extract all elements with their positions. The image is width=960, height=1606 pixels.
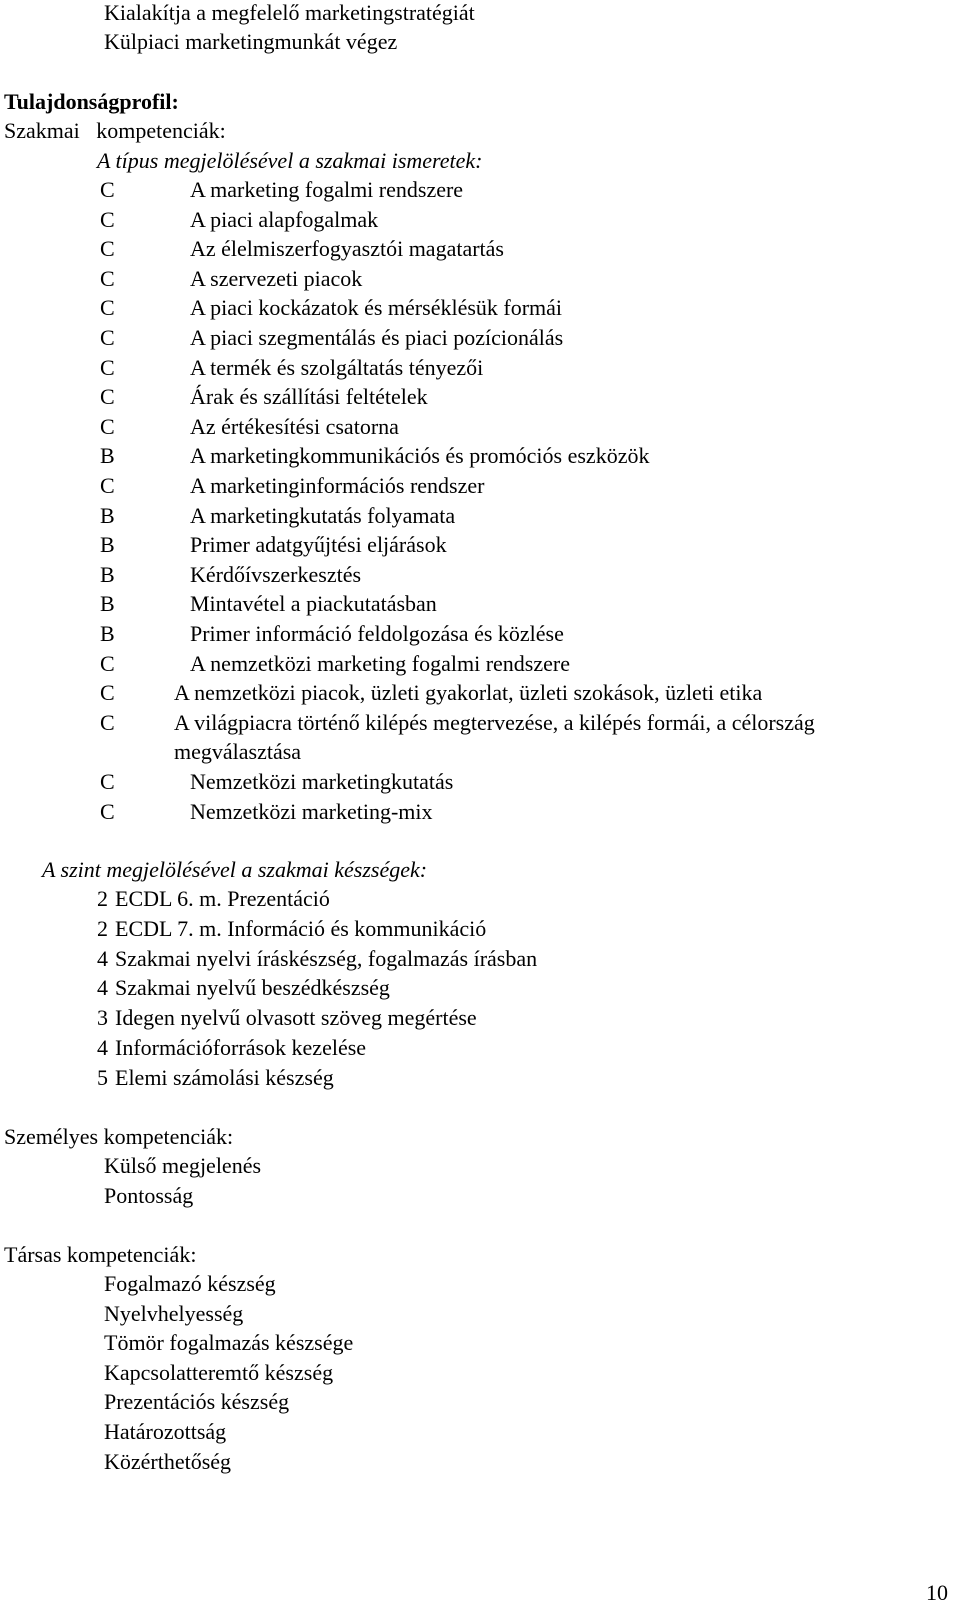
knowledge-item-text: Kérdőívszerkesztés: [190, 561, 362, 587]
knowledge-item-text: A marketinginformációs rendszer: [190, 473, 485, 498]
knowledge-item-text: Az értékesítési csatorna: [190, 413, 399, 439]
intro-task: Külpiaci marketingmunkát végez: [104, 29, 398, 54]
knowledge-item-text: Nemzetközi marketing-mix: [190, 798, 433, 824]
skill-item-text: ECDL 7. m. Információ és kommunikáció: [115, 915, 487, 941]
knowledge-item-text-continuation: megválasztása: [174, 739, 302, 765]
social-competencies-heading: Társas kompetenciák:: [4, 1242, 197, 1267]
social-competency-item: Közérthetőség: [104, 1448, 232, 1474]
knowledge-heading: A típus megjelölésével a szakmai ismeretek:: [97, 148, 483, 173]
social-competency-item: Kapcsolatteremtő készség: [104, 1359, 334, 1385]
knowledge-item-text: Mintavétel a piackutatásban: [190, 591, 437, 617]
knowledge-item-text: Nemzetközi marketingkutatás: [190, 769, 454, 794]
knowledge-level: C: [100, 236, 115, 262]
social-competency-item: Prezentációs készség: [104, 1389, 290, 1415]
knowledge-item-text: Primer információ feldolgozása és közlése: [190, 621, 564, 646]
skill-level: 4: [97, 1035, 108, 1060]
skill-item-text: Szakmai nyelvi íráskészség, fogalmazás írásban: [115, 945, 538, 971]
social-competency-item: Nyelvhelyesség: [104, 1300, 244, 1326]
knowledge-level: B: [100, 502, 115, 528]
skill-item-text: Elemi számolási készség: [115, 1064, 334, 1090]
skill-level: 4: [97, 945, 108, 971]
knowledge-level: C: [100, 265, 115, 291]
knowledge-level: C: [100, 177, 115, 202]
knowledge-level: C: [100, 650, 115, 676]
skill-item-text: Információforrások kezelése: [115, 1035, 367, 1060]
knowledge-level: B: [100, 561, 115, 587]
knowledge-item-text: Árak és szállítási feltételek: [190, 384, 428, 410]
knowledge-item-text: Primer adatgyűjtési eljárások: [190, 532, 447, 558]
knowledge-level: C: [100, 798, 115, 824]
personal-competency-item: Pontosság: [104, 1182, 194, 1208]
knowledge-level: C: [100, 354, 115, 380]
knowledge-level: B: [100, 443, 115, 469]
knowledge-level: B: [100, 621, 115, 646]
skill-level: 4: [97, 975, 108, 1001]
skill-level: 2: [97, 886, 108, 911]
knowledge-level: C: [100, 473, 115, 498]
professional-competencies-heading: Szakmai kompetenciák:: [4, 118, 226, 143]
knowledge-item-text: Az élelmiszerfogyasztói magatartás: [190, 236, 504, 262]
knowledge-level: C: [100, 384, 115, 410]
skill-level: 3: [97, 1005, 108, 1031]
skills-heading: A szint megjelölésével a szakmai készségek:: [42, 857, 428, 882]
knowledge-level: C: [100, 325, 115, 350]
knowledge-item-text: A piaci alapfogalmak: [190, 206, 379, 232]
skill-item-text: Szakmai nyelvű beszédkészség: [115, 975, 390, 1001]
personal-competency-item: Külső megjelenés: [104, 1153, 262, 1178]
knowledge-item-text: A piaci szegmentálás és piaci pozícionálás: [190, 325, 564, 350]
knowledge-level: C: [100, 680, 115, 706]
knowledge-level: C: [100, 709, 115, 735]
social-competency-item: Tömör fogalmazás készsége: [104, 1330, 354, 1356]
intro-task: Kialakítja a megfelelő marketingstratégiát: [104, 0, 475, 25]
knowledge-item-text: A nemzetközi marketing fogalmi rendszere: [190, 650, 570, 676]
knowledge-item-text: A marketingkutatás folyamata: [190, 502, 456, 528]
personal-competencies-heading: Személyes kompetenciák:: [4, 1124, 234, 1149]
skill-level: 5: [97, 1064, 108, 1090]
skill-item-text: ECDL 6. m. Prezentáció: [115, 886, 330, 911]
skill-level: 2: [97, 915, 108, 941]
knowledge-item-text: A szervezeti piacok: [190, 265, 363, 291]
knowledge-item-text: A marketing fogalmi rendszere: [190, 177, 464, 202]
skill-item-text: Idegen nyelvű olvasott szöveg megértése: [115, 1005, 477, 1031]
knowledge-level: C: [100, 295, 115, 321]
social-competency-item: Fogalmazó készség: [104, 1271, 276, 1296]
social-competency-item: Határozottság: [104, 1419, 227, 1444]
knowledge-item-text: A nemzetközi piacok, üzleti gyakorlat, üzleti szokások, üzleti etika: [174, 680, 763, 706]
knowledge-item-text: A termék és szolgáltatás tényezői: [190, 354, 484, 380]
knowledge-level: C: [100, 413, 115, 439]
knowledge-item-text: A világpiacra történő kilépés megtervezése, a kilépés formái, a célország: [174, 709, 815, 735]
knowledge-level: B: [100, 532, 115, 558]
knowledge-level: C: [100, 206, 115, 232]
profile-heading: Tulajdonságprofil:: [4, 89, 179, 114]
knowledge-item-text: A marketingkommunikációs és promóciós eszközök: [190, 443, 650, 469]
page-number: 10: [926, 1580, 948, 1605]
knowledge-level: C: [100, 769, 115, 794]
knowledge-item-text: A piaci kockázatok és mérséklésük formái: [190, 295, 563, 321]
knowledge-level: B: [100, 591, 115, 617]
